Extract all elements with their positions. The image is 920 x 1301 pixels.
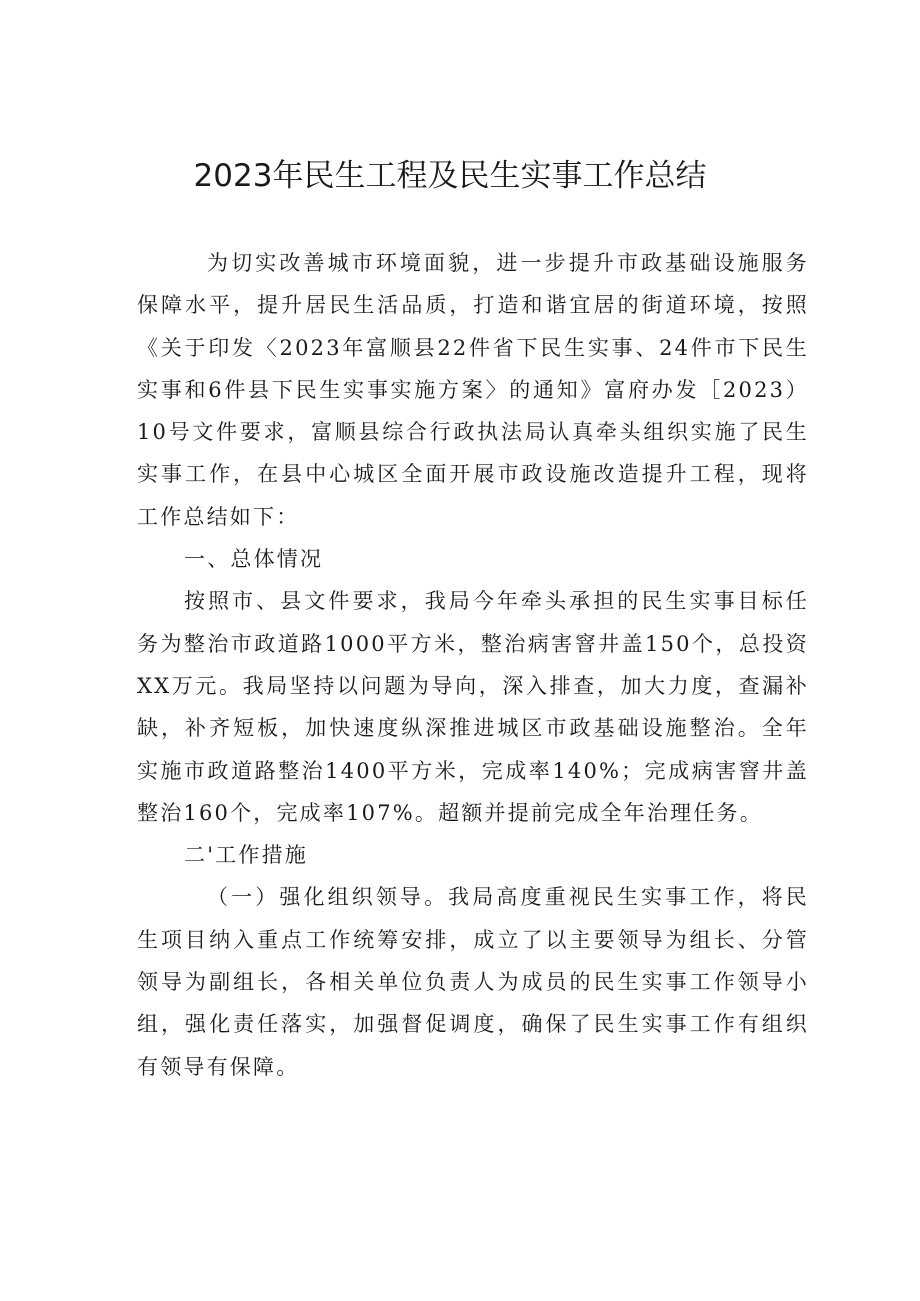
document-title: 2023年民生工程及民生实事工作总结 — [193, 158, 707, 194]
measures-paragraph-1: （一）强化组织领导。我局高度重视民生实事工作，将民生项目纳入重点工作统筹安排，成立了以主要领导为组长、分管领导为副组长，各相关单位负责人为成员的民生实事工作领导小组，强化责任落实，加强督促调度，确保了民生实事工作有组织有领导有保障。 — [137, 885, 809, 1079]
section-heading-measures: 二'工作措施 — [184, 843, 308, 868]
overview-paragraph: 按照市、县文件要求，我局今年牵头承担的民生实事目标任务为整治市政道路1000平方米，整治病害窨井盖150个，总投资XX万元。我局坚持以问题为导向，深入排查，加大力度，查漏补缺，补齐短板，加快速度纵深推进城区市政基础设施整治。全年实施市政道路整治1400平方米，完成率140%；完成病害窨井盖整治160个，完成率107%。超额并提前完成全年治理任务。 — [137, 589, 809, 825]
section-heading-overview: 一、总体情况 — [184, 547, 324, 572]
document-body — [137, 242, 809, 1088]
intro-paragraph: 为切实改善城市环境面貌，进一步提升市政基础设施服务保障水平，提升居民生活品质，打造和谐宜居的街道环境，按照《关于印发〈2023年富顺县22件省下民生实事、24件市下民生实事和6件县下民生实事实施方案〉的通知》富府办发［2023）10号文件要求，富顺县综合行政执法局认真牵头组织实施了民生实事工作，在县中心城区全面开展市政设施改造提升工程，现将工作总结如下： — [137, 251, 809, 529]
